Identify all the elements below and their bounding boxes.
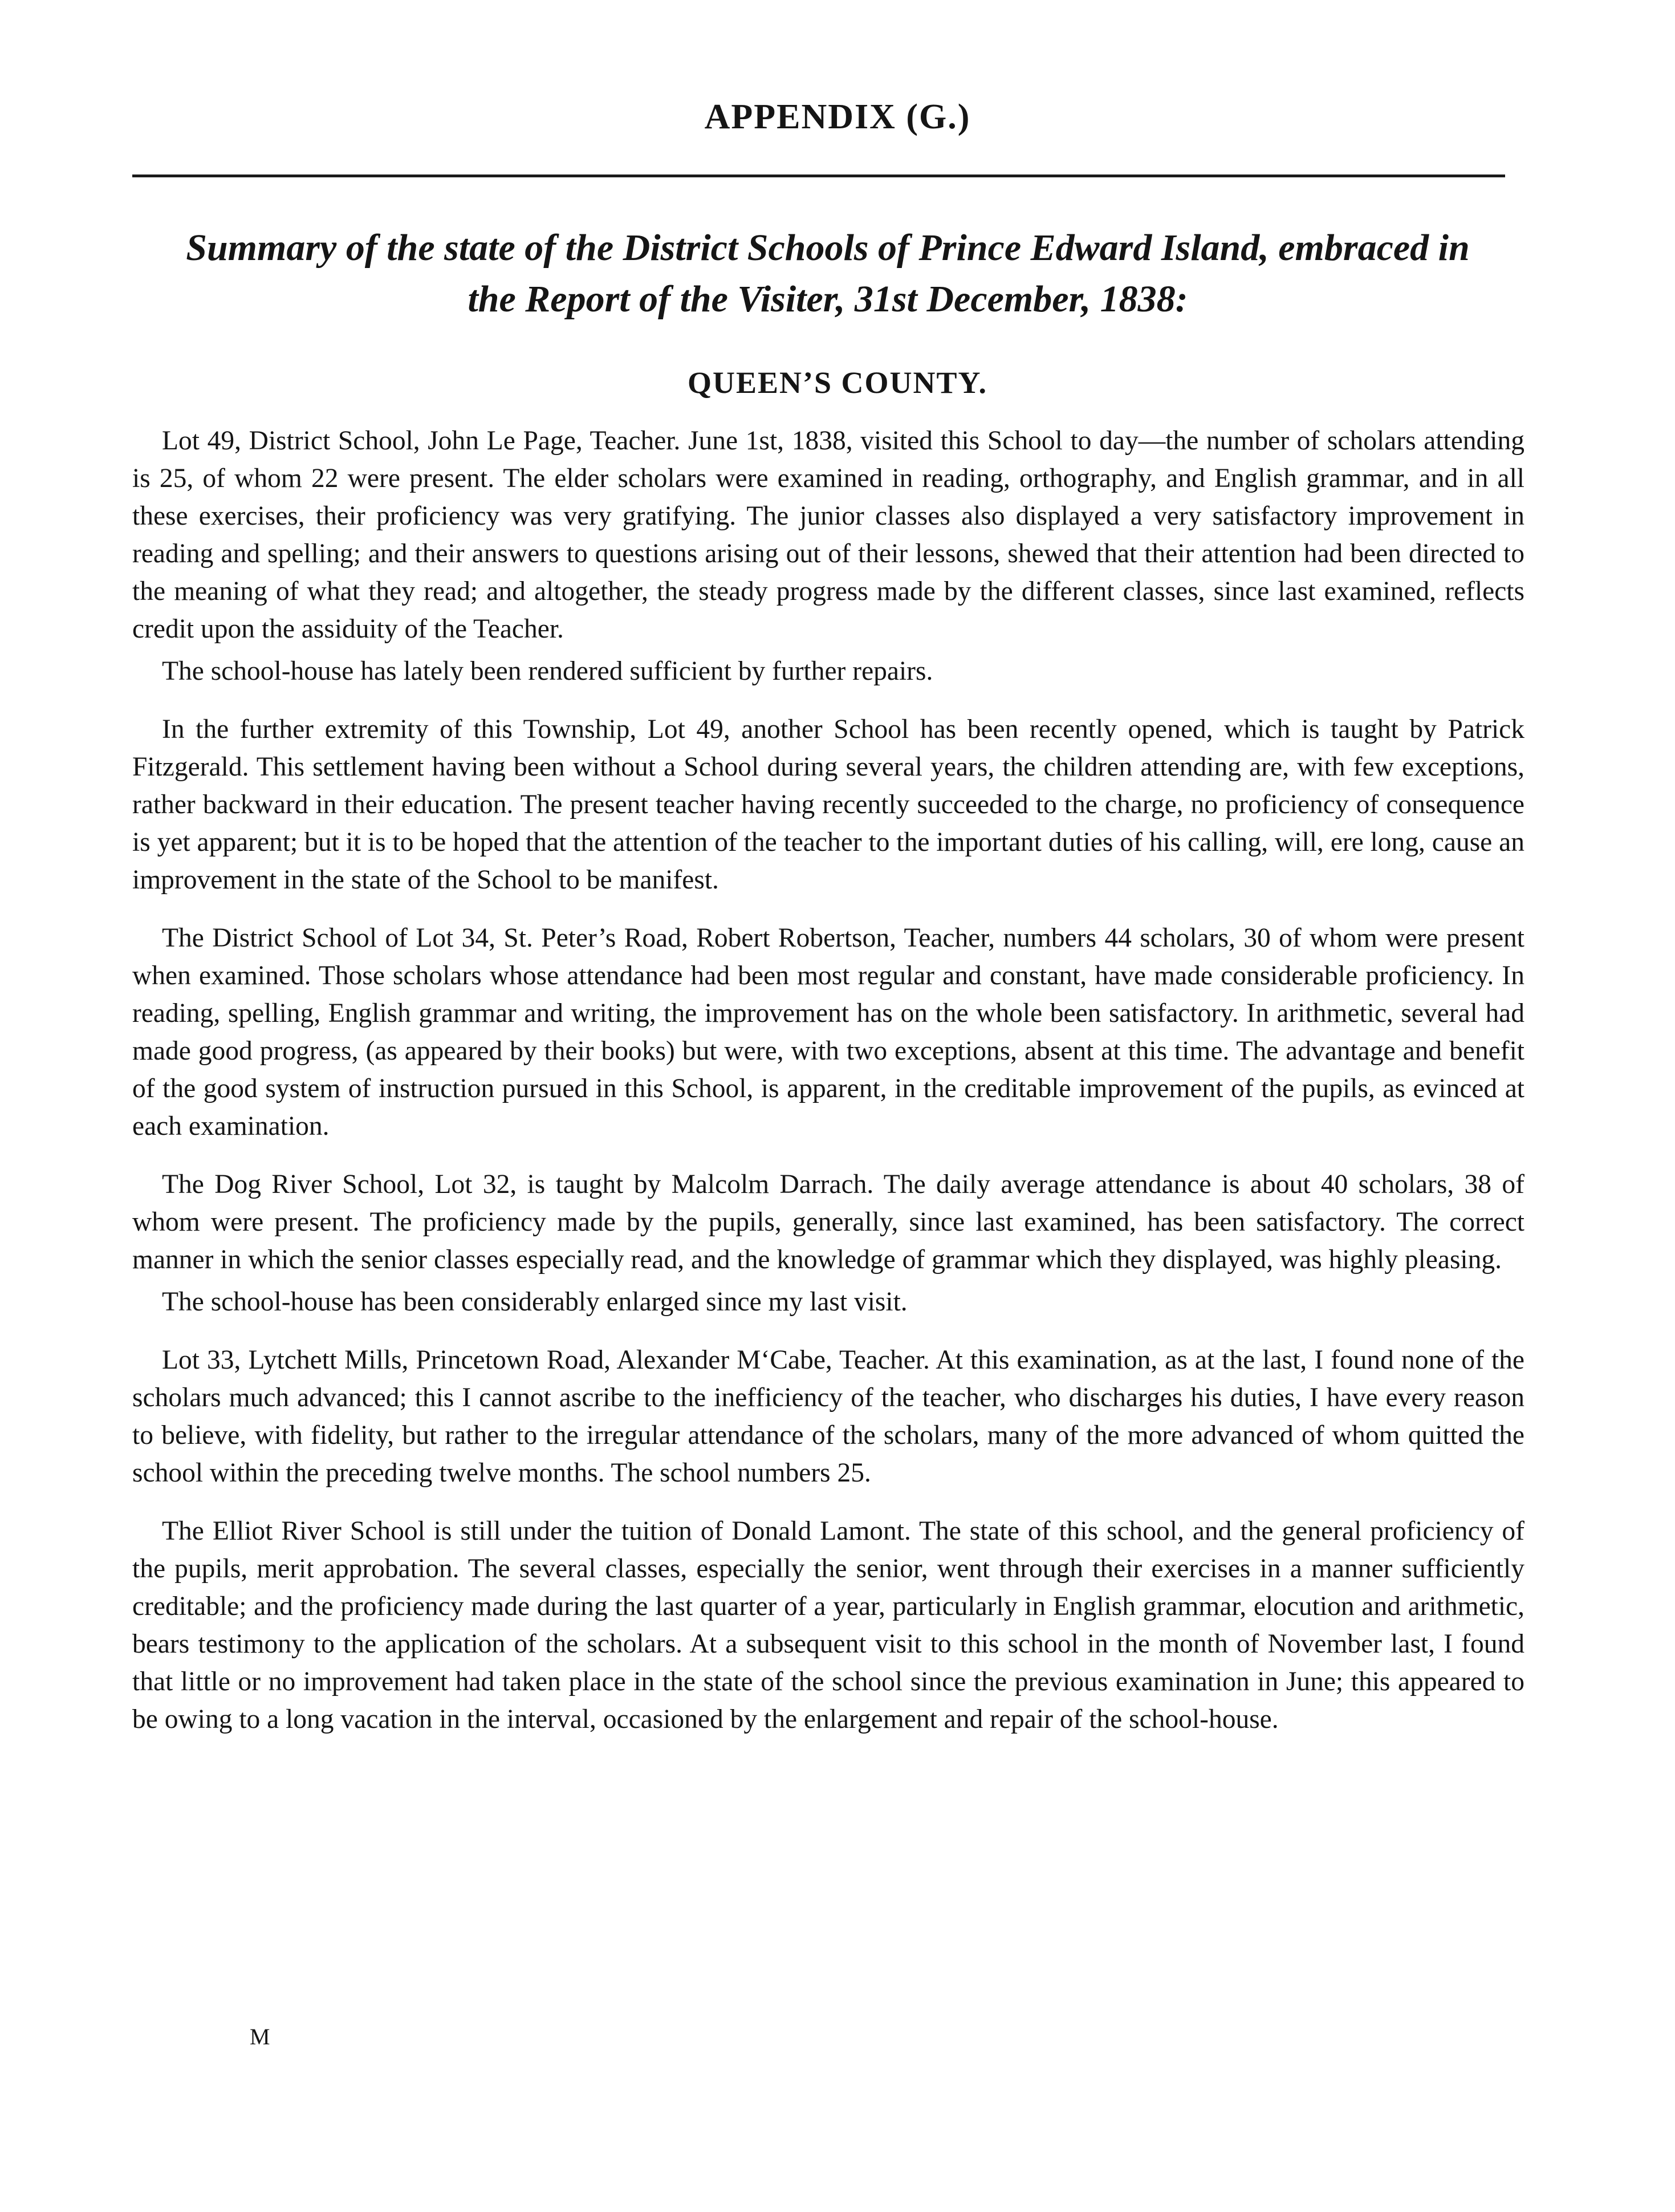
paragraph-lot-49: Lot 49, District School, John Le Page, Teacher. June 1st, 1838, visited this School to day—the number of scholars attending is 25, of whom 22 were present. The elder scholars were examined in reading, orthography, and English grammar, and in all these exercises, their proficiency was very gratifying. The junior classes also displayed a very satisfactory improvement in reading and spelling; and their answers to questions arising out of their lessons, shewed that their attention had been directed to the meaning of what they read; and altogether, the steady progress made by the different classes, since last examined, reflects credit upon the assiduity of the Teacher.: [132, 426, 1524, 644]
title-rule: [132, 174, 1505, 177]
paragraph-lot-34: The District School of Lot 34, St. Peter’s Road, Robert Robertson, Teacher, numbers 44 scholars, 30 of whom were present when examined. Those scholars whose attendance had been most regular and constant, have made considerable proficiency. In reading, spelling, English grammar and writing, the improvement has on the whole been satisfactory. In arithmetic, several had made good progress, (as appeared by their books) but were, with two exceptions, absent at this time. The advantage and benefit of the good system of instruction pursued in this School, is apparent, in the creditable improvement of the pupils, as evinced at each examination.: [132, 923, 1524, 1141]
report-body: [132, 422, 1524, 1738]
summary-line-1: Summary of the state of the District Schools of Prince Edward Island, embraced in: [186, 227, 1470, 269]
county-heading: QUEEN’S COUNTY.: [687, 366, 988, 400]
summary-heading: [132, 222, 1523, 325]
paragraph-dog-river: The Dog River School, Lot 32, is taught by Malcolm Darrach. The daily average attendance is about 40 scholars, 38 of whom were present. The proficiency made by the pupils, generally, since last examined, has been satisfactory. The correct manner in which the senior classes especially read, and the knowledge of grammar which they displayed, was highly pleasing.: [132, 1170, 1524, 1275]
summary-line-2: the Report of the Visiter, 31st December, 1838:: [467, 278, 1188, 320]
signature-mark: M: [250, 2024, 270, 2049]
paragraph-lot-33: Lot 33, Lytchett Mills, Princetown Road, Alexander M‘Cabe, Teacher. At this examination, as at the last, I found none of the scholars much advanced; this I cannot ascribe to the inefficiency of the teacher, who discharges his duties, I have every reason to believe, with fidelity, but rather to the irregular attendance of the scholars, many of the more advanced of whom quitted the school within the preceding twelve months. The school numbers 25.: [132, 1345, 1524, 1488]
paragraph-elliot-river: The Elliot River School is still under the tuition of Donald Lamont. The state of this school, and the general proficiency of the pupils, merit approbation. The several classes, especially the senior, went through their exercises in a manner sufficiently creditable; and the proficiency made during the last quarter of a year, particularly in English grammar, elocution and arithmetic, bears testimony to the application of the scholars. At a subsequent visit to this school in the month of November last, I found that little or no improvement had taken place in the state of the school since the previous examination in June; this appeared to be owing to a long vacation in the interval, occasioned by the enlargement and repair of the school-house.: [132, 1516, 1524, 1734]
paragraph-lot-49-new-school: In the further extremity of this Township, Lot 49, another School has been recently opened, which is taught by Patrick Fitzgerald. This settlement having been without a School during several years, the children attending are, with few exceptions, rather backward in their education. The present teacher having recently succeeded to the charge, no proficiency of consequence is yet apparent; but it is to be hoped that the attention of the teacher to the important duties of his calling, will, ere long, cause an improvement in the state of the School to be manifest.: [132, 715, 1524, 895]
paragraph-dog-river-enlarged: The school-house has been considerably enlarged since my last visit.: [162, 1287, 908, 1317]
paragraph-lot-49-repairs: The school-house has lately been rendered sufficient by further repairs.: [162, 656, 933, 686]
appendix-title: APPENDIX (G.): [704, 98, 971, 136]
